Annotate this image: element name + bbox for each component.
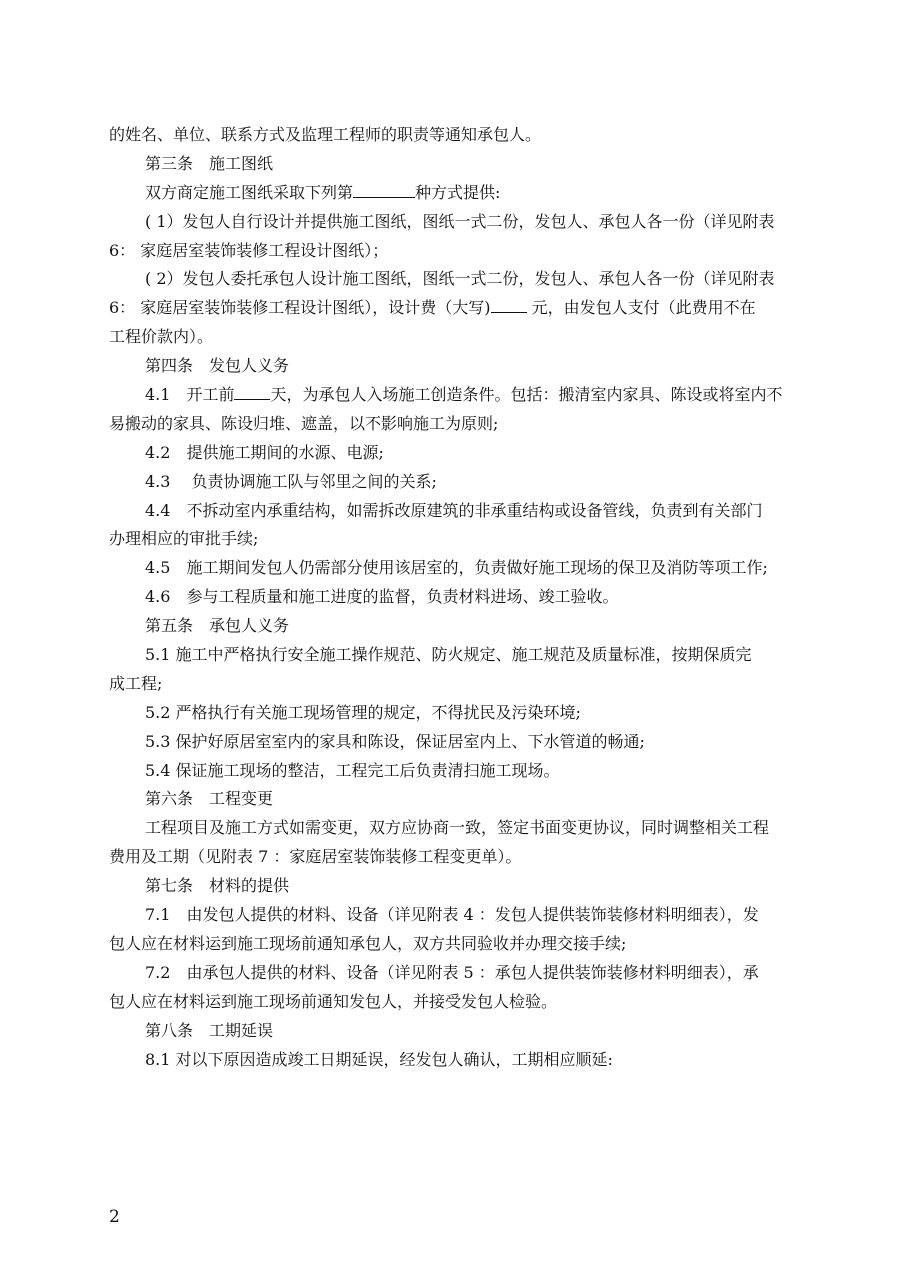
- paragraph-line: 5.2 严格执行有关施工现场管理的规定，不得扰民及污染环境;: [145, 702, 581, 722]
- paragraph-line: ( 1）发包人自行设计并提供施工图纸，图纸一式二份，发包人、承包人各一份（详见附表: [145, 211, 775, 231]
- article-heading-5: 第五条 承包人义务: [145, 616, 290, 636]
- article-heading-4: 第四条 发包人义务: [145, 356, 290, 376]
- article-heading-6: 第六条 工程变更: [145, 789, 274, 809]
- article-heading-8: 第八条 工期延误: [145, 1020, 274, 1040]
- paragraph-line: ( 2）发包人委托承包人设计施工图纸，图纸一式二份，发包人、承包人各一份（详见附表: [145, 269, 775, 289]
- paragraph-line: 包人应在材料运到施工现场前通知承包人，双方共同验收并办理交接手续;: [109, 933, 627, 953]
- paragraph-line: 5.3 保护好原居室室内的家具和陈设，保证居室内上、下水管道的畅通;: [145, 731, 645, 751]
- paragraph-line: 费用及工期（见附表 7 ：家庭居室装饰装修工程变更单）。: [109, 847, 522, 867]
- fill-in-blank: [234, 383, 270, 400]
- paragraph-line: 易搬动的家具、陈设归堆、遮盖，以不影响施工为原则;: [109, 413, 499, 433]
- paragraph-line: 成工程;: [109, 673, 163, 693]
- article-heading-3: 第三条 施工图纸: [145, 153, 274, 173]
- paragraph-line: [109, 294, 801, 323]
- fill-in-blank: [491, 296, 527, 313]
- text-fragment: 6： 家庭居室装饰装修工程设计图纸），设计费（大写): [109, 298, 491, 318]
- paragraph-line: 8.1 对以下原因造成竣工日期延误，经发包人确认，工期相应顺延:: [145, 1049, 613, 1069]
- paragraph-line: 4.5 施工期间发包人仍需部分使用该居室的，负责做好施工现场的保卫及消防等项工作;: [145, 558, 768, 578]
- paragraph-line: 6： 家庭居室装饰装修工程设计图纸）；: [109, 240, 389, 260]
- text-fragment: 双方商定施工图纸采取下列第: [145, 182, 354, 202]
- text-fragment: 4.1 开工前: [145, 385, 235, 405]
- paragraph-line: 5.4 保证施工现场的整洁，工程完工后负责清扫施工现场。: [145, 760, 560, 780]
- text-fragment: 天，为承包人入场施工创造条件。包括：搬清室内家具、陈设或将室内不: [270, 385, 783, 405]
- paragraph-line: 4.2 提供施工期间的水源、电源;: [145, 442, 384, 462]
- paragraph-line: 7.2 由承包人提供的材料、设备（详见附表 5 ：承包人提供装饰装修材料明细表），承: [145, 962, 759, 982]
- paragraph-line: 包人应在材料运到施工现场前通知发包人，并接受发包人检验。: [109, 991, 558, 1011]
- paragraph-line: 4.4 不拆动室内承重结构，如需拆改原建筑的非承重结构或设备管线，负责到有关部门: [145, 500, 763, 520]
- paragraph-line: 工程价款内）。: [109, 327, 214, 347]
- paragraph-line: 的姓名、单位、联系方式及监理工程师的职责等通知承包人。: [109, 125, 542, 144]
- text-fragment: 元，由发包人支付（此费用不在: [526, 298, 756, 318]
- paragraph-line: [109, 381, 801, 410]
- paragraph-line: 办理相应的审批手续;: [109, 529, 259, 549]
- page-number: 2: [109, 1207, 120, 1227]
- paragraph-line: 4.6 参与工程质量和施工进度的监督，负责材料进场、竣工验收。: [145, 587, 619, 607]
- text-fragment: 种方式提供:: [415, 182, 501, 202]
- paragraph-line: 5.1 施工中严格执行安全施工操作规范、防火规定、施工规范及质量标准，按期保质完: [145, 645, 752, 665]
- paragraph-line: 工程项目及施工方式如需变更，双方应协商一致，签定书面变更协议，同时调整相关工程: [145, 818, 770, 838]
- paragraph-line: 4.3 负责协调施工队与邻里之间的关系;: [145, 471, 437, 491]
- document-body: [109, 121, 801, 1074]
- fill-in-blank: [353, 181, 415, 198]
- article-heading-7: 第七条 材料的提供: [145, 876, 290, 896]
- paragraph-line: [109, 179, 801, 208]
- paragraph-line: 7.1 由发包人提供的材料、设备（详见附表 4 ：发包人提供装饰装修材料明细表），发: [145, 905, 759, 925]
